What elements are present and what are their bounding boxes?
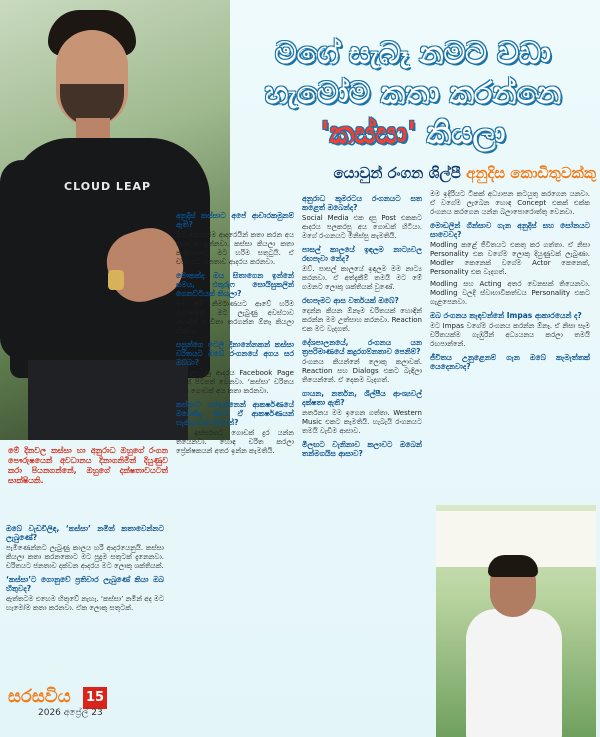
byline-prefix: යොවුන් රංගන ශිල්පී (333, 164, 467, 182)
paragraph: රංගනය කියන්නේ ලොකු කලාවක්. Reaction සහ Dialogs එකට බැඳිලා තියෙන්නේ. ඒ දෙකම වැදගත්. (302, 358, 422, 384)
paragraph: ඇත්තටම එහෙම හිතුවේ නැහැ. ‘කස්සා’ නමින් අද මට හැමෝම කතා කරනවා. ඒක ලොකු සතුටක්. (6, 595, 164, 612)
paragraph: Modling සහ Acting අතර වෙනසක් තියෙනවා. Modling වලදී ස්වාභාවිකත්වය Personality එකට ගැළපෙනවා. (430, 280, 590, 306)
question: පාසල් කාලයේ ඉඳලම නාට්‍යවල රඟපෑවා නේද? (302, 245, 422, 263)
photo-watch (108, 270, 124, 290)
paragraph: ඔව්. පාසල් කාලයේ ඉඳලම මම නාට්‍ය කරනවා. ඒ අත්දැකීම් තමයි මට මේ ගමනට ලොකු ශක්තියක් වුණේ. (302, 265, 422, 291)
page-number: 15 (83, 687, 107, 709)
question: සසුන්ගෙ ටෙලි දිනානේනකන් කස්සා චරිතයට ඔබේ රංගනයේ අගය සර ඔබ්බා? (176, 340, 294, 367)
question: ‘කස්සා’ට ගොනුවේ ප්‍රතිචාර ලැබුණේ කියා ඔබ හිතුවද? (6, 575, 164, 593)
paragraph: මට කොරන්ම ආදරෙයින් කතා කරන අය ගොඩක් ඉන්නවා. කස්සා කියලා කතා කරනකොට මට හරිම සතුටුයි. ඒ චරිතයට ජනතාව ආදරය කරනවා. (176, 231, 294, 266)
title-line-3 (228, 114, 598, 154)
question: කස්සාට හරඉන්නෙන් ආකර්ෂණයේ ඔබෙකිදා. ඔබට ඒ ආකර්ෂණයන් හැකියාවන් ඔබෙන්? (176, 400, 294, 427)
paragraph: Modling කළේ ජීවිතයට එකතු කර ගත්තා. ඒ නිසා Personality එක වගේම ලොකු දියුණුවක් ලැබුණා. Modler කෙනෙක් වගේම Actor කෙනෙක්, Personality එක වැදගත්. (430, 241, 590, 276)
question: රඟපෑමට ආස වර්තයක් ඔබේ? (302, 296, 399, 305)
paragraph: මම ඉදිරියට ටිකක් අධ්‍යාපන කටයුතු කරගෙන යනවා. ඒ වගේම ලැබෙන හොඳ Concept එකක් එක්ක රංගනය කරගෙන යන්න බලාපොරොත්තු වෙනවා. (430, 190, 590, 216)
question: අනුදිස් කස්සාට අපේ ආචාරකමුනම් ඇති? (176, 211, 294, 229)
question: මීලඟට වැනිනාව කලාවට ඔබෙන් තන්මගයිස ආසාව? (302, 440, 422, 458)
paragraph: මට ලැබුණු ආදරය Facebook Page එකේ පිටපත් වෙනවා. ‘කස්සා’ චරිතය ගැන ගොඩක් අය කතා කරනවා. (176, 369, 294, 395)
title-highlight: 'කස්සා' (320, 116, 417, 151)
question: ඔබ රංගනය කැඳවන්නේ Impas ආකාරයෙන් ද? (430, 311, 582, 320)
byline-name: අනුදිස කොඩිතුවක්කු (466, 164, 596, 182)
photo-shirt (466, 609, 562, 737)
title-line-1: මගේ සැබෑ නමට වඩා (275, 36, 551, 71)
title-line-2: හැමෝම කතා කරන්නෙ (264, 76, 562, 111)
question: අනුරාධ කුමරටය රංගනයට සත කළෙත් ඔබෙන්ද? (302, 194, 422, 212)
photo-pants (28, 360, 188, 440)
magazine-logo (8, 686, 128, 720)
question: මොඩලින් ගින්සාව ගැන අනුදිස් සහ සෝනයට සාවෙවද? (430, 221, 590, 239)
article-title (228, 34, 598, 154)
question: දේශපාලනයේ, රංගනය යන ත්‍රපරිමාණයේ කදුරගම්නතාව පෙනිම්? (302, 338, 422, 356)
question: ඔබේ වැඩවිලිඳ, ‘කස්සා’ නමින් කතාවෙන්නට ලැබුණේ? (6, 524, 164, 542)
column-2 (302, 190, 422, 720)
byline (316, 164, 596, 182)
question: මොකක්ද ඔය සිතාගෙන ඉන්නේ සමය, එතුරුෆ සොයිසුකලින් ගෙනට්ටියක් කියලා? (176, 271, 294, 298)
pull-quote: මේ දිනවල කස්සා හා අනුරාධ ඔහුගේ රංගන පෞරුෂයෙන් අවධානය දිනාගනිමින් දියුණුව කරා පියනගන්නේ, ඔහුගේ දක්ෂතාවයටත් සාක්ෂියකි. (8, 446, 168, 485)
column-3 (430, 190, 590, 505)
logo-wordmark: සරසවිය (8, 686, 71, 707)
question: ගායන, නර්තන, ශිල්පීය ආංශ්‍යවල් දක්ෂතා ඇති? (302, 389, 422, 407)
paragraph: මම මේ නිර්මාණයට ආවේ හරිම ආසාවෙන්. මට ලැබුණු අවස්ථාව හොඳින් භාවිතා කරගන්න ඕනෑ කියලා හිතුවා. (176, 300, 294, 335)
column-1 (176, 207, 294, 717)
paragraph: Social Media එක දාපු Post එකකට ආදරය පලකරපු අය ගොඩක් හිටියා. මගේ රංගනයට මිනිස්සු කැමතියි. (302, 214, 422, 240)
title-line-3-rest: කියලා (416, 116, 506, 151)
paragraph: මට ඉස්සරහට ගොඩක් දුර යන්න තියෙනවා. හොඳ චරිත කරලා ප්‍රේක්ෂකයන් අතර ඉන්න කැමතියි. (176, 429, 294, 455)
issue-date: 2026 අප්‍රේල් 23 (38, 708, 103, 718)
paragraph: මට Impas වගේම රංගනය කරන්න ඕනෑ. ඒ නිසා සෑම චරිතයක්ම ගැඹුරින් අධ්‍යයනය කරලා තමයි රඟපාන්නේ. (430, 322, 590, 348)
paragraph: නර්තනය මම ඉගෙන ගත්තා. Western Music එකට කැමතියි. හැබැයි රංගනයට තමයි වැඩිම ආසාව. (302, 409, 422, 435)
paragraph: පැමිණෙන්නට ලැබුණු කාලය හරි ආදරයෙනුයි. කස්සා කියලා කතා කරනකොට මට පුදුම සතුටක් දැනෙනවා. චරිතයට ජනතාව දක්වන ආදරය මට ලොකු ශක්තියක්. (6, 544, 164, 570)
paragraph: දෙන්න කියන ඕනෑම චරිතයක් හොඳින් කරන්න මම උත්සාහ කරනවා. Reaction එක මට වැදගත්. (302, 307, 422, 333)
secondary-photo (436, 505, 596, 737)
question: ජීවිතය උනුළෙනම් ගැන ඔබේ කැමැත්තක් යෙදෙනවාද? (430, 353, 590, 371)
column-left (6, 520, 164, 680)
tee-print-text: CLOUD LEAP (64, 180, 152, 193)
photo-hair-2 (488, 555, 538, 577)
